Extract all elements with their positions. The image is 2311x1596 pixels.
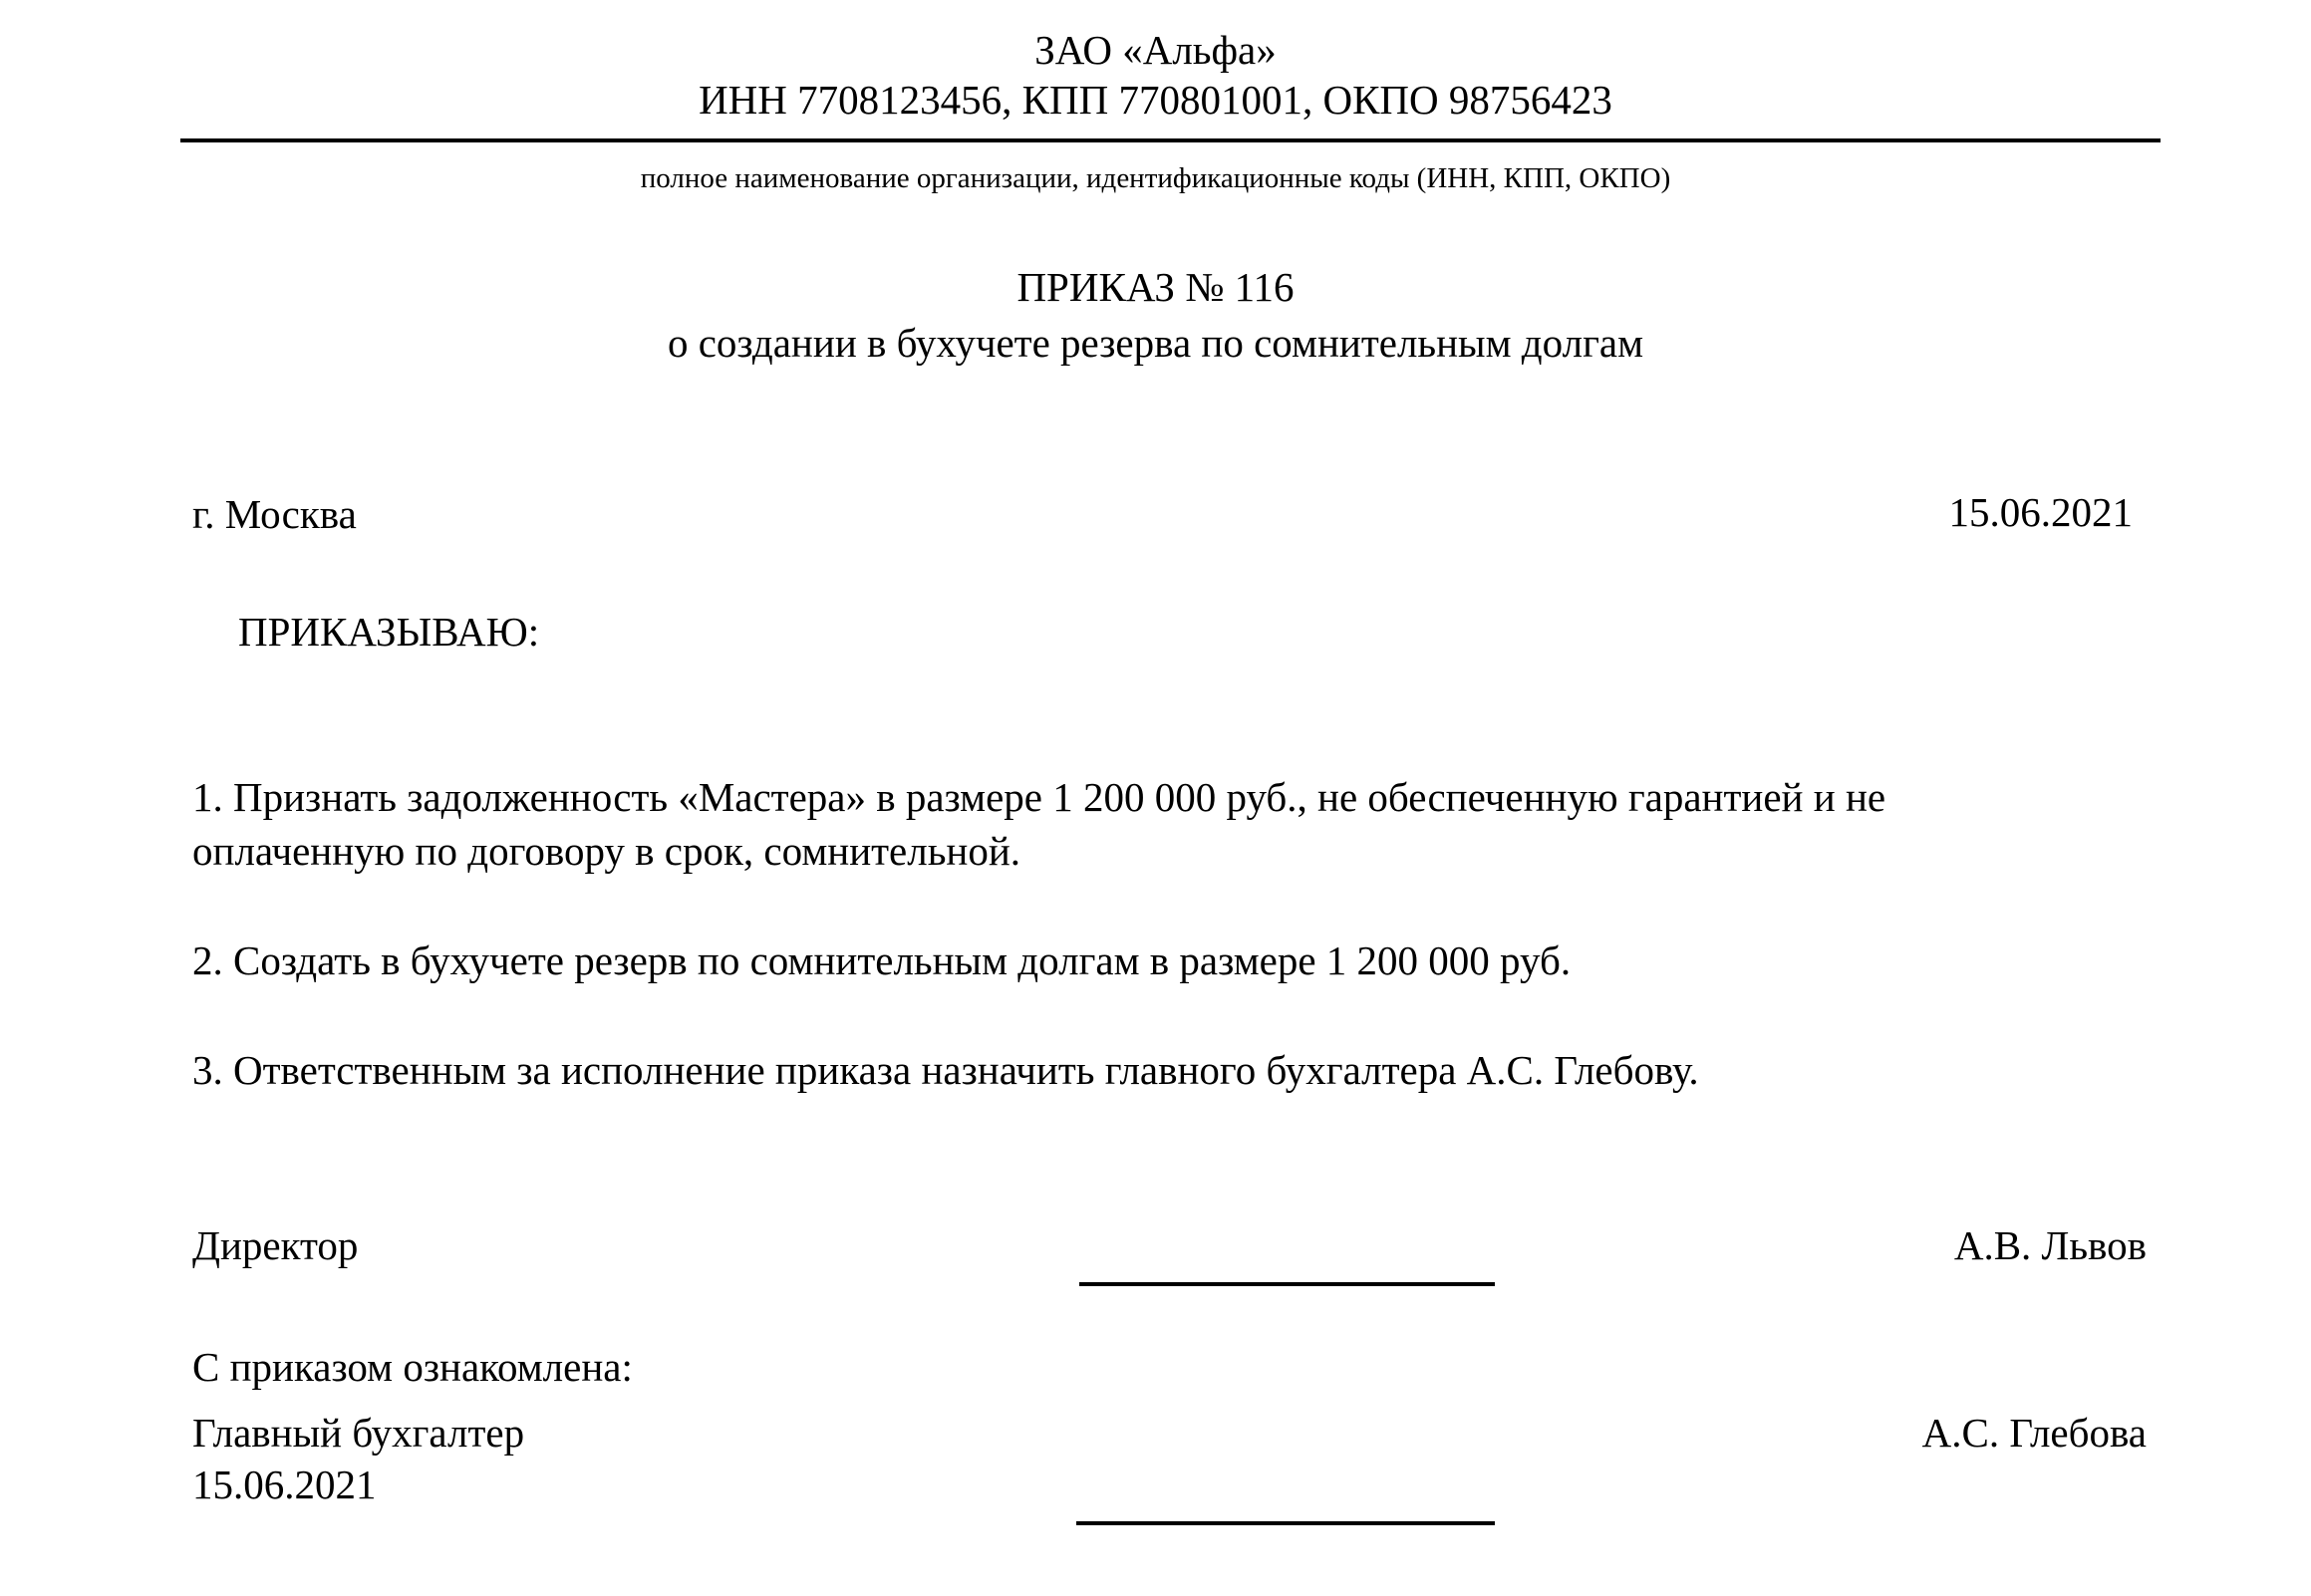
- header-rule: [180, 138, 2161, 142]
- order-subtitle: о создании в бухучете резерва по сомнительным долгам: [667, 320, 1644, 366]
- accountant-name: А.С. Глебова: [1921, 1410, 2147, 1456]
- order-title: ПРИКАЗ № 116: [1016, 264, 1295, 310]
- director-signature-line: [1079, 1282, 1495, 1286]
- order-item-1-line-2: оплаченную по договору в срок, сомнительной.: [192, 828, 1021, 874]
- accountant-date: 15.06.2021: [192, 1462, 377, 1507]
- organization-name: ЗАО «Альфа»: [1034, 27, 1277, 73]
- organization-caption: полное наименование организации, идентификационные коды (ИНН, КПП, ОКПО): [640, 162, 1671, 194]
- order-date: 15.06.2021: [1948, 489, 2133, 535]
- order-item-1-line-1: 1. Признать задолженность «Мастера» в размере 1 200 000 руб., не обеспеченную гарантией и не: [192, 774, 1886, 820]
- order-item-3: 3. Ответственным за исполнение приказа назначить главного бухгалтера А.С. Глебову.: [192, 1047, 1699, 1093]
- order-command: ПРИКАЗЫВАЮ:: [238, 609, 540, 655]
- organization-codes: ИНН 7708123456, КПП 770801001, ОКПО 98756423: [699, 77, 1612, 123]
- order-item-2: 2. Создать в бухучете резерв по сомнительным долгам в размере 1 200 000 руб.: [192, 937, 1572, 983]
- acknowledged-label: С приказом ознакомлена:: [192, 1344, 633, 1390]
- director-name: А.В. Львов: [1953, 1222, 2147, 1268]
- accountant-signature-line: [1076, 1521, 1495, 1525]
- order-city: г. Москва: [192, 491, 357, 537]
- director-position: Директор: [192, 1222, 359, 1268]
- accountant-position: Главный бухгалтер: [192, 1410, 525, 1456]
